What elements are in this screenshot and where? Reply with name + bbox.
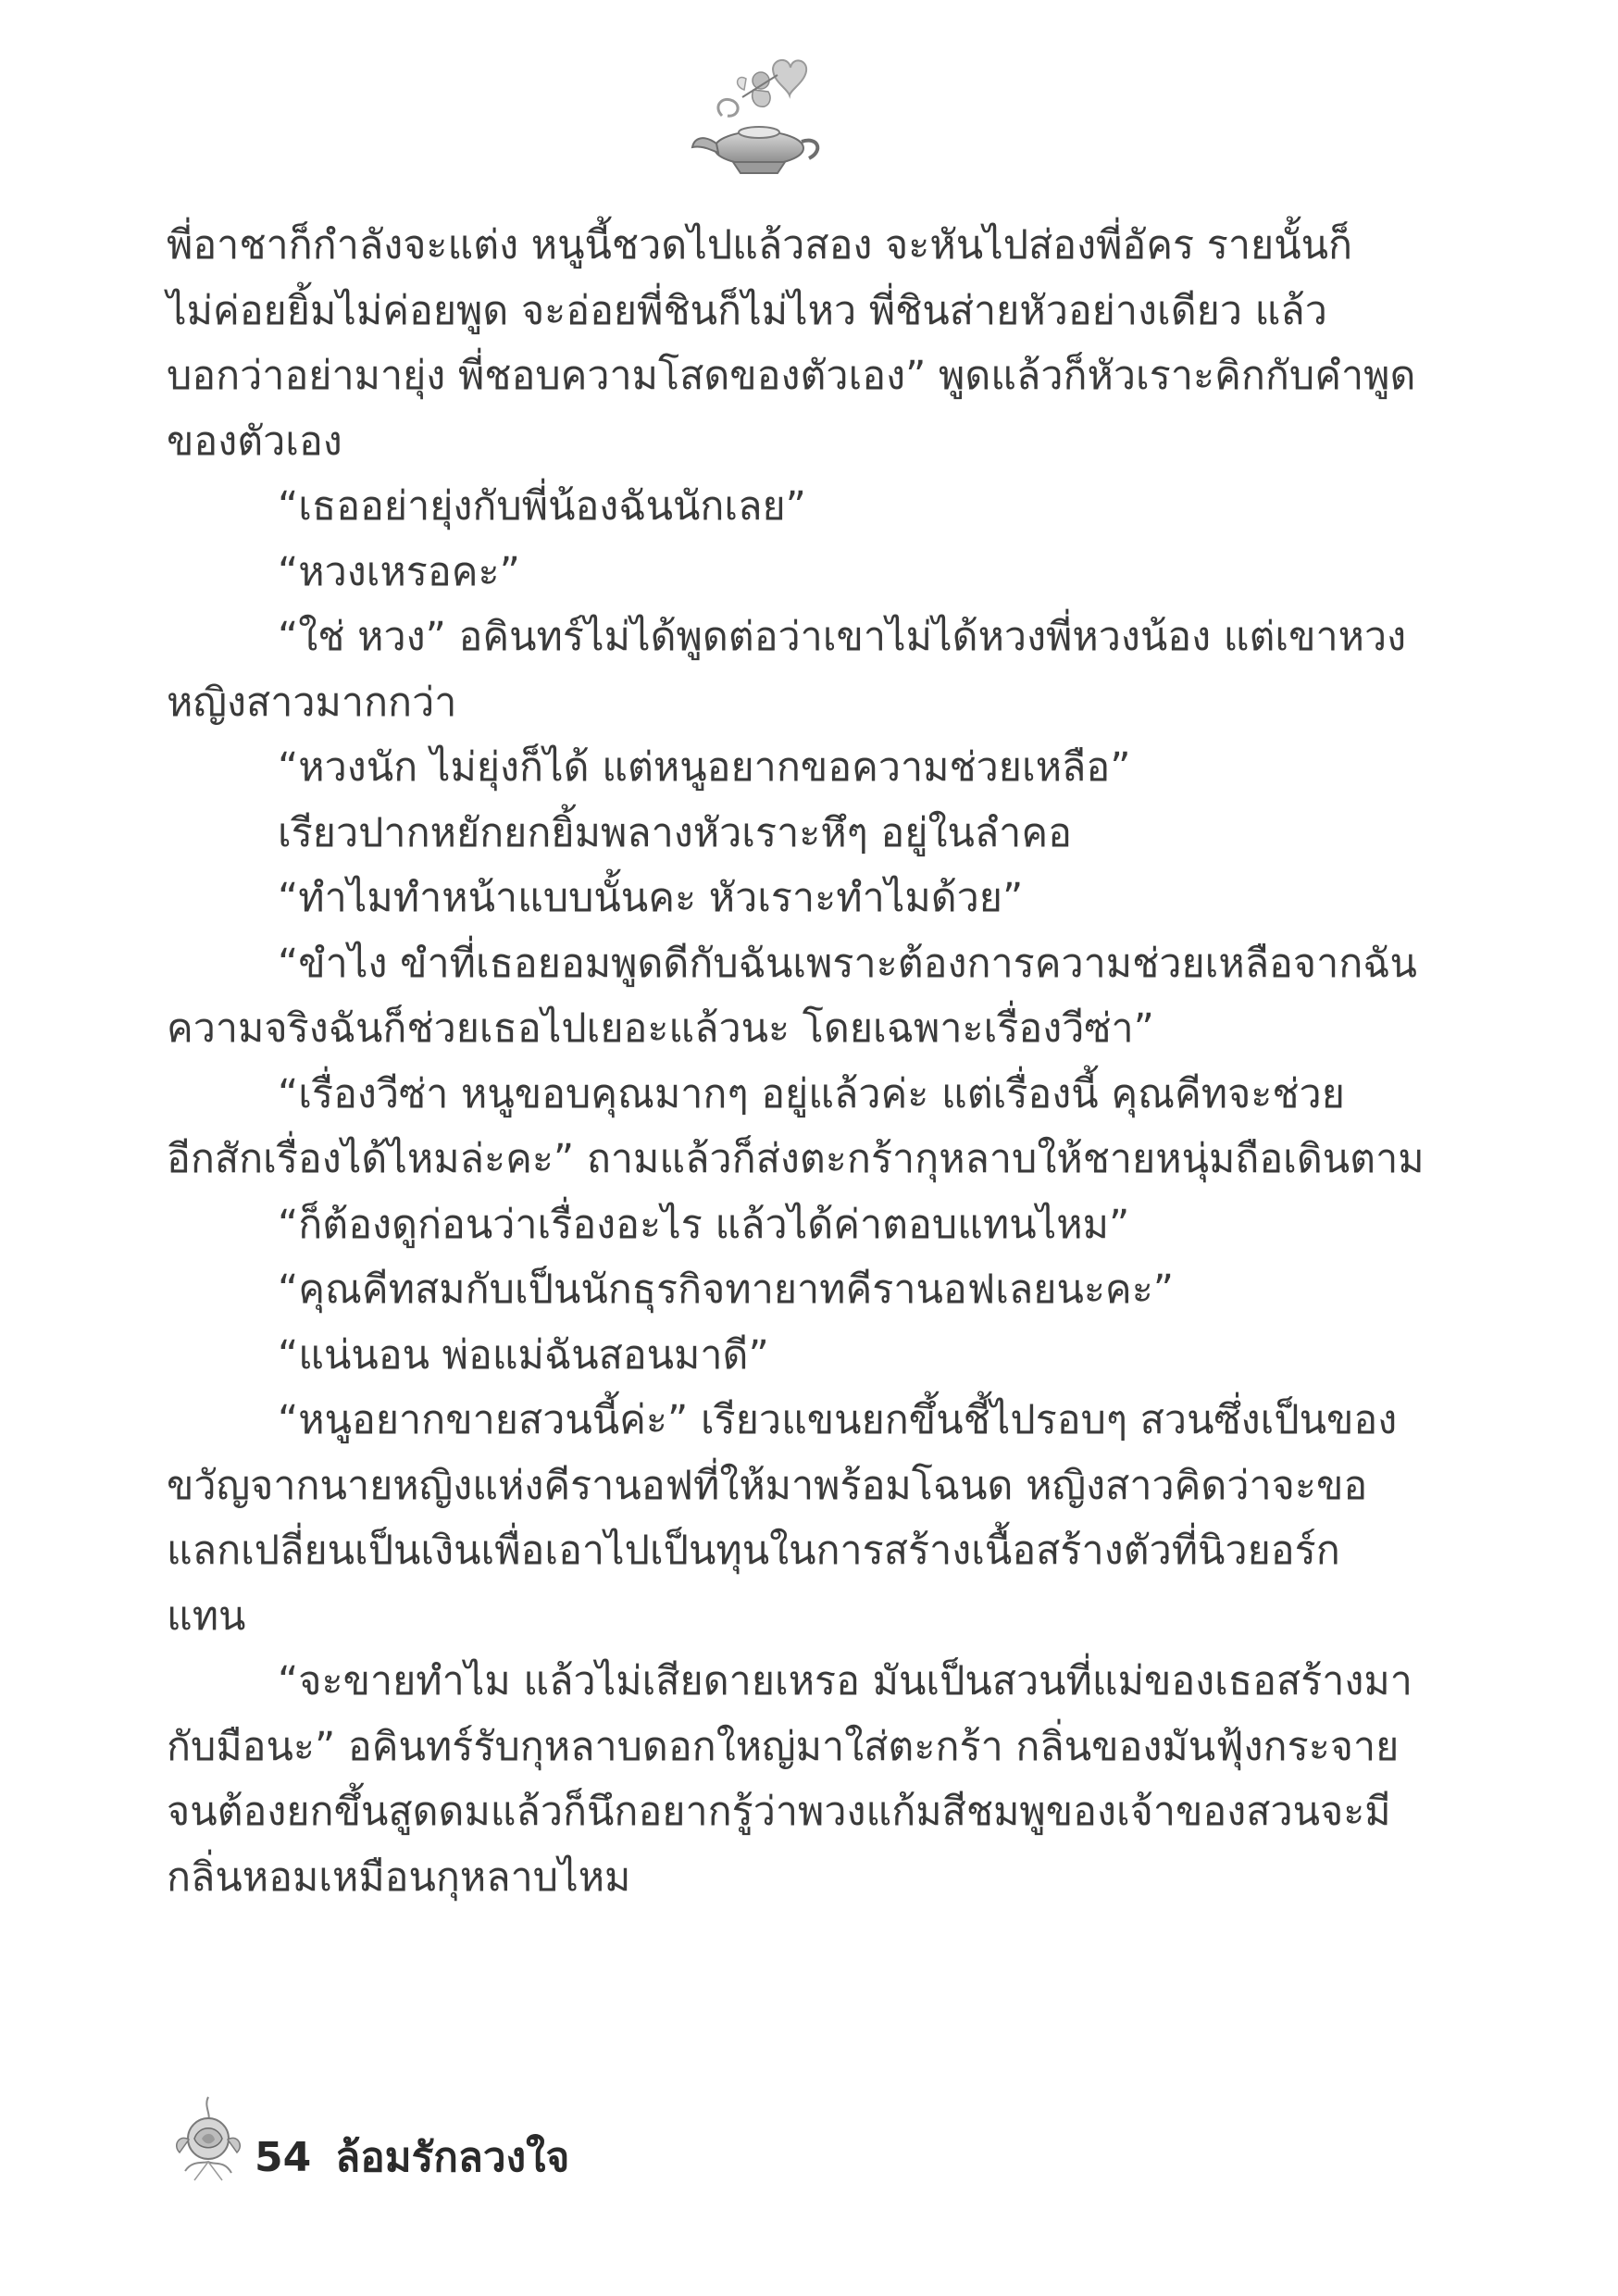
text-line: อีกสักเรื่องได้ไหมล่ะคะ” ถามแล้วก็ส่งตะกร้ากุหลาบให้ชายหนุ่มถือเดินตาม — [167, 1136, 1425, 1182]
text-line: ไม่ค่อยยิ้มไม่ค่อยพูด จะอ่อยพี่ชินก็ไม่ไหว พี่ชินส่ายหัวอย่างเดียว แล้ว — [167, 287, 1327, 334]
text-line: “เรื่องวีซ่า หนูขอบคุณมากๆ อยู่แล้วค่ะ แต่เรื่องนี้ คุณคีทจะช่วย — [278, 1070, 1345, 1117]
text-line: “หวงนัก ไม่ยุ่งก็ได้ แต่หนูอยากขอความช่วยเหลือ” — [278, 744, 1131, 791]
text-line: ขวัญจากนายหญิงแห่งคีรานอฟที่ให้มาพร้อมโฉนด หญิงสาวคิดว่าจะขอ — [167, 1462, 1368, 1509]
book-title: ล้อมรักลวงใจ — [335, 2134, 570, 2181]
text-line: แลกเปลี่ยนเป็นเงินเพื่อเอาไปเป็นทุนในการสร้างเนื้อสร้างตัวที่นิวยอร์ก — [167, 1528, 1340, 1574]
text-line: “ใช่ หวง” อคินทร์ไม่ได้พูดต่อว่าเขาไม่ได้หวงพี่หวงน้อง แต่เขาหวง — [278, 614, 1407, 660]
text-line: “เธออย่ายุ่งกับพี่น้องฉันนักเลย” — [278, 483, 806, 530]
folio — [255, 2125, 593, 2190]
page-number: 54 — [255, 2134, 312, 2181]
text-line: “แน่นอน พ่อแม่ฉันสอนมาดี” — [278, 1331, 769, 1379]
text-line: ของตัวเอง — [167, 418, 342, 465]
text-line: จนต้องยกขึ้นสูดดมแล้วก็นึกอยากรู้ว่าพวงแก้มสีชมพูของเจ้าของสวนจะมี — [167, 1789, 1391, 1835]
text-line: บอกว่าอย่ามายุ่ง พี่ชอบความโสดของตัวเอง” พูดแล้วก็หัวเราะคิกกับคำพูด — [167, 353, 1416, 399]
text-line: “ขำไง ขำที่เธอยอมพูดดีกับฉันเพราะต้องการความช่วยเหลือจากฉัน — [278, 940, 1417, 987]
body-text — [167, 213, 1425, 1910]
text-line: พี่อาชาก็กำลังจะแต่ง หนูนี้ชวดไปแล้วสอง จะหันไปส่องพี่อัคร รายนั้นก็ — [167, 222, 1353, 268]
text-line: ความจริงฉันก็ช่วยเธอไปเยอะแล้วนะ โดยเฉพาะเรื่องวีซ่า” — [167, 1005, 1154, 1052]
text-line: “ก็ต้องดูก่อนว่าเรื่องอะไร แล้วได้ค่าตอบแทนไหม” — [278, 1201, 1130, 1248]
page-footer — [167, 2088, 722, 2199]
rose-ornament-icon — [167, 2088, 250, 2190]
text-line: “หวงเหรอคะ” — [278, 548, 520, 595]
text-line: แทน — [167, 1592, 246, 1640]
text-line: กลิ่นหอมเหมือนกุหลาบไหม — [167, 1853, 631, 1901]
text-line: หญิงสาวมากกว่า — [167, 679, 457, 726]
text-line: กับมือนะ” อคินทร์รับกุหลาบดอกใหญ่มาใส่ตะกร้า กลิ่นของมันฟุ้งกระจาย — [167, 1723, 1400, 1770]
text-line: “คุณคีทสมกับเป็นนักธุรกิจทายาทคีรานอฟเลยนะคะ” — [278, 1267, 1175, 1313]
text-line: เรียวปากหยักยกยิ้มพลางหัวเราะหึๆ อยู่ในลำคอ — [278, 809, 1072, 856]
text-line: “จะขายทำไม แล้วไม่เสียดายเหรอ มันเป็นสวนที่แม่ของเธอสร้างมา — [278, 1658, 1413, 1704]
teapot-ornament-icon — [685, 51, 833, 190]
text-line: “หนูอยากขายสวนนี้ค่ะ” เรียวแขนยกขึ้นชี้ไปรอบๆ สวนซึ่งเป็นของ — [278, 1397, 1398, 1443]
text-line: “ทำไมทำหน้าแบบนั้นคะ หัวเราะทำไมด้วย” — [278, 875, 1024, 921]
